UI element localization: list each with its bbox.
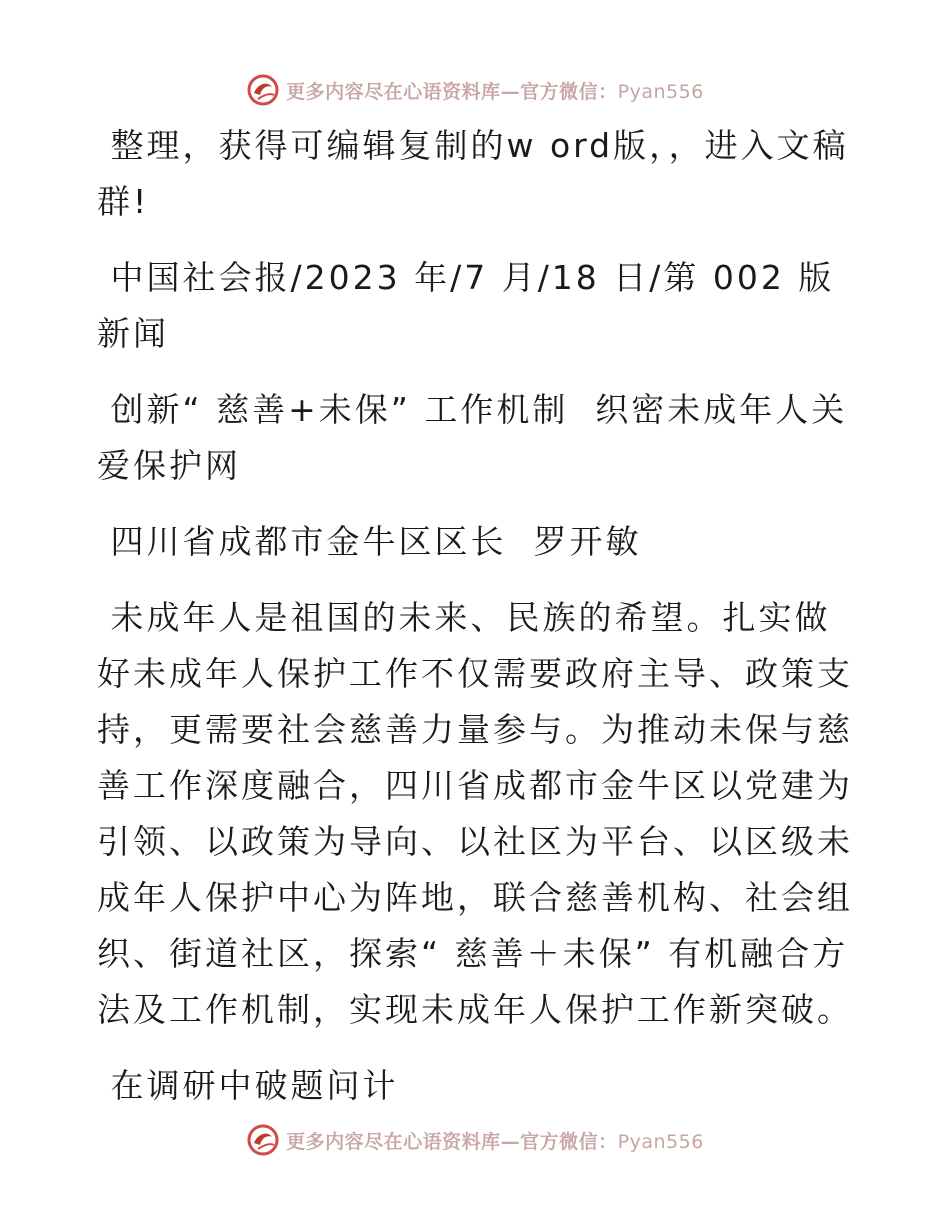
watermark-text: 更多内容尽在心语资料库—官方微信：Pyan556 bbox=[286, 1130, 704, 1153]
body-paragraph: 未成年人是祖国的未来、民族的希望。扎实做好未成年人保护工作不仅需要政府主导、政策支持，更需要社会慈善力量参与。为推动未保与慈善工作深度融合，四川省成都市金牛区以党建为引领、以政策为导向、以社区为平台、以区级未成年人保护中心为阵地，联合慈善机构、社会组织、街道社区，探索“ 慈善＋未保” 有机融合方法及工作机制，实现未成年人保护工作新突破。 bbox=[97, 598, 853, 1029]
footer-watermark bbox=[0, 1120, 950, 1160]
red-swirl-logo-icon bbox=[246, 1123, 280, 1157]
article-title: 创新“ 慈善+未保” 工作机制 织密未成年人关爱保护网 bbox=[97, 390, 848, 485]
source-line: 中国社会报/2023 年/7 月/18 日/第 002 版新闻 bbox=[97, 258, 835, 353]
intro-paragraph: 整理，获得可编辑复制的w ord版，，进入文稿群! bbox=[97, 126, 849, 221]
header-watermark bbox=[0, 70, 950, 110]
section-heading: 在调研中破题问计 bbox=[97, 1066, 399, 1105]
watermark-text: 更多内容尽在心语资料库—官方微信：Pyan556 bbox=[286, 80, 704, 103]
author-line: 四川省成都市金牛区区长 罗开敏 bbox=[97, 522, 642, 561]
document-body bbox=[97, 118, 857, 1134]
red-swirl-logo-icon bbox=[246, 73, 280, 107]
